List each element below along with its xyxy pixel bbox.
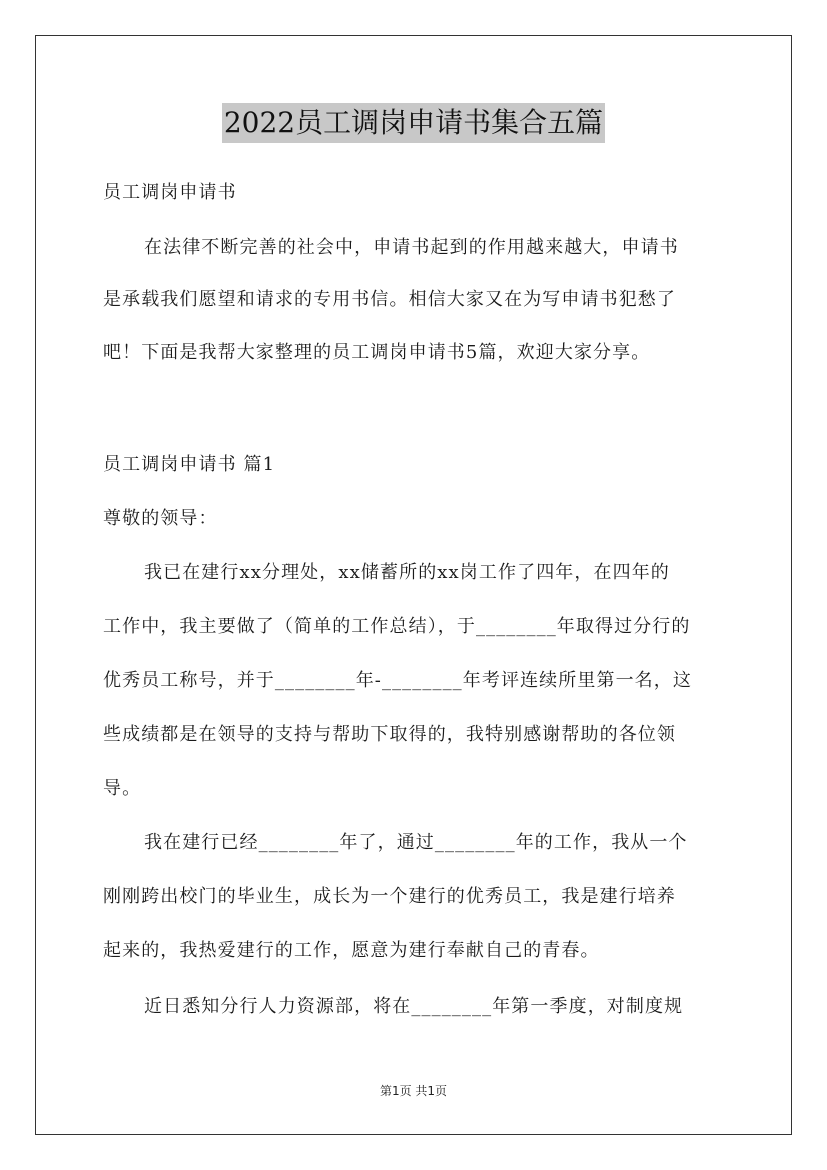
intro-line-2: 是承载我们愿望和请求的专用书信。相信大家又在为写申请书犯愁了 [103,289,676,310]
section-heading: 员工调岗申请书 [103,182,237,203]
paragraph2-line-3: 起来的，我热爱建行的工作，愿意为建行奉献自己的青春。 [103,940,600,961]
paragraph2-line-1: 我在建行已经________年了，通过________年的工作，我从一个 [144,832,688,853]
title-container [0,103,827,143]
intro-line-3: 吧！下面是我帮大家整理的员工调岗申请书5篇，欢迎大家分享。 [103,342,651,363]
document-title: 2022员工调岗申请书集合五篇 [222,103,605,143]
intro-line-1: 在法律不断完善的社会中，申请书起到的作用越来越大，申请书 [144,237,679,258]
paragraph1-line-1: 我已在建行xx分理处，xx储蓄所的xx岗工作了四年，在四年的 [144,562,670,583]
paragraph3-line-1: 近日悉知分行人力资源部，将在________年第一季度，对制度规 [144,996,684,1017]
paragraph1-line-4: 些成绩都是在领导的支持与帮助下取得的，我特别感谢帮助的各位领 [103,724,676,745]
paragraph1-line-3: 优秀员工称号，并于________年-________年考评连续所里第一名，这 [103,670,692,691]
page-footer: 第1页 共1页 [379,1084,448,1098]
paragraph2-line-2: 刚刚跨出校门的毕业生，成长为一个建行的优秀员工，我是建行培养 [103,886,676,907]
salutation: 尊敬的领导： [103,508,218,529]
paragraph1-line-5: 导。 [103,778,142,799]
paragraph1-line-2: 工作中，我主要做了（简单的工作总结），于________年取得过分行的 [103,616,691,637]
piece-heading: 员工调岗申请书 篇1 [103,454,276,475]
